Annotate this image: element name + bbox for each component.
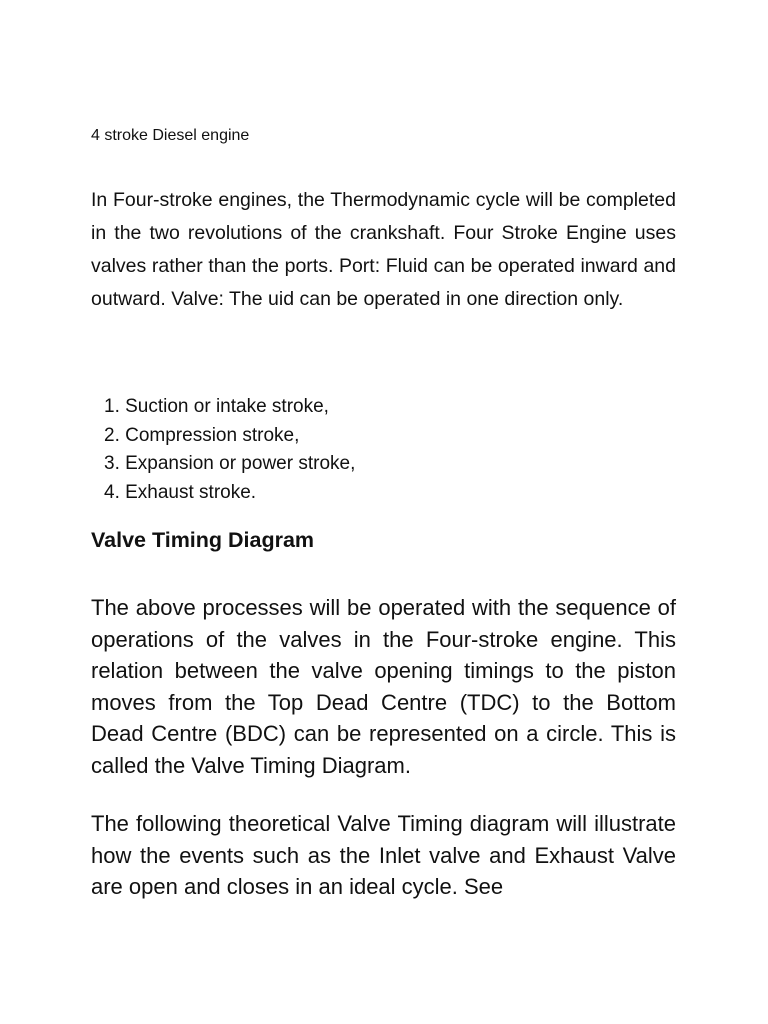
following-paragraph: The following theoretical Valve Timing diagram will illustrate how the events such as the Inlet valve and Exhaust Valve are open and closes in an ideal cycle. See — [91, 811, 676, 900]
list-item: 4. Exhaust stroke. — [104, 481, 257, 503]
list-item: 3. Expansion or power stroke, — [104, 453, 356, 475]
list-item: 1. Suction or intake stroke, — [104, 396, 329, 417]
document-small-title: 4 stroke Diesel engine — [91, 127, 250, 144]
list-item: 2. Compression stroke, — [104, 424, 300, 446]
intro-paragraph: In Four-stroke engines, the Thermodynamic cycle will be completed in the two revolutions of the crankshaft. Four Stroke Engine uses valves rather than the ports. Port: Fluid can be operated inward and outward. Valve: The uid can be operated in one direction only. — [91, 188, 676, 310]
section-heading: Valve Timing Diagram — [91, 528, 315, 552]
stroke-list — [104, 393, 355, 507]
section-paragraph: The above processes will be operated with the sequence of operations of the valves in the Four-stroke engine. This relation between the valve opening timings to the piston moves from the Top Dead Centre (TDC) to the Bottom Dead Centre (BDC) can be represented on a circle. This is called the Valve Timing Diagram. — [91, 595, 676, 778]
